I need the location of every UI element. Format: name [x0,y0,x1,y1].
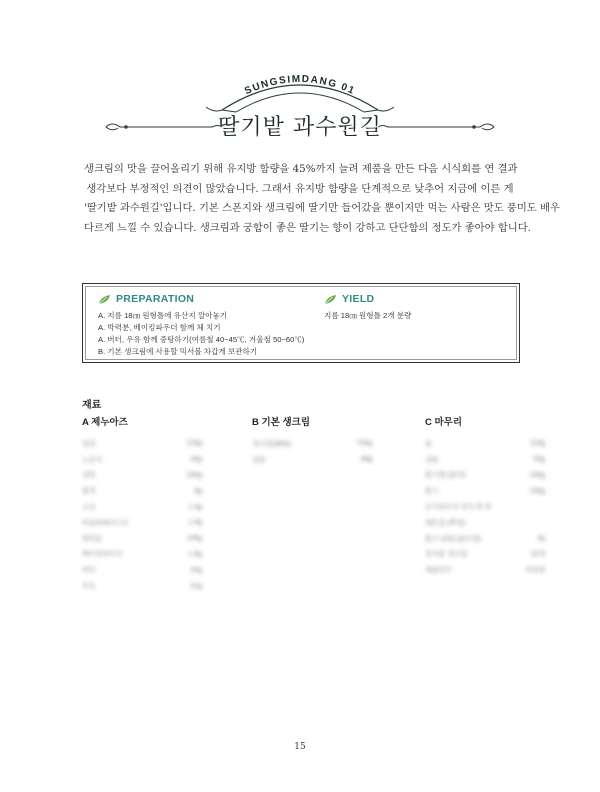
ingredient-row [82,483,202,499]
ingredient-amount: 110g [529,440,545,448]
ingredient-name: 딸기잼 (출처) [425,472,466,480]
ingredient-name: 물엿 [82,488,96,496]
intro-line: 생각보다 부정적인 의견이 많았습니다. 그래서 유지방 함량을 단계적으로 낮추어 지금에 이른 게 [86,182,514,195]
ingredient-name: 노른자 [82,456,103,464]
leaf-icon [324,294,337,305]
ingredient-row [82,436,202,452]
ingredient-name: 바닐라페이스트 [82,519,130,527]
ingredient-column-a [82,414,202,594]
ingredient-name: 설탕 [252,456,266,464]
preparation-heading: PREPARATION [116,293,195,305]
ingredient-row [425,483,545,499]
ingredient-amount: 700g [356,440,372,448]
ingredient-name: 딸기 [425,488,439,496]
ingredient-amount: 44g [190,456,202,464]
preparation-item: B. 기본 생크림에 사용할 믹서볼 차갑게 보관하기 [98,347,258,356]
preparation-item: A. 버터, 우유 함께 중탕하기(여름철 40~45℃, 겨울철 50~60℃) [98,335,305,344]
ingredient-amount: 10개 [530,551,545,559]
ingredient-column-b [252,414,372,468]
ingredient-amount: 43g [190,566,202,574]
ingredient-row [82,499,202,515]
preparation-list [98,310,304,358]
ingredient-amount: 1.4g [188,519,202,527]
ingredient-name: 딸기 퓌레 (꽃모양) [425,535,481,543]
badge-text: SUNGSIMDANG 01 [243,73,357,98]
ingredient-name: 애플민트 [425,567,453,575]
ingredient-row [82,531,202,547]
ingredient-amount: 55g [533,456,545,464]
ingredient-name: 버터 [82,567,96,575]
intro-paragraph [84,160,560,238]
ingredient-row [82,578,202,594]
ingredient-row [425,515,545,531]
intro-line: 생크림의 맛을 끌어올리기 위해 유지방 함량을 45%까지 늘려 제품을 만든 다음 시식회를 연 결과 [84,163,518,175]
ingredient-amount: 160g [186,471,202,479]
ingredient-name: 박력분 [82,535,103,543]
ingredient-amount: 적당량 [524,567,545,575]
ingredient-row [425,531,545,547]
ingredient-name: 달걀 [82,440,96,448]
ingredient-column-heading: C 마무리 [425,417,463,428]
ingredient-name: 베이킹파우더 [82,551,123,559]
ingredient-row [82,547,202,563]
ingredient-row [82,468,202,484]
intro-line: '딸기밭 과수원길'입니다. 기본 스폰지와 생크림에 딸기만 들어갔을 뿐이지만 먹는 사람은 맛도 풍미도 배우 [84,202,560,214]
ingredient-row [252,436,372,452]
ingredient-name: 슈가파우더 장식 한 번 [425,504,492,512]
page-title: 딸기밭 과수원길 [218,115,382,140]
preparation-section [98,293,304,358]
ingredient-amount: 218g [186,440,202,448]
ingredient-row [425,452,545,468]
ingredient-column-c [425,414,545,578]
ingredient-row [252,452,372,468]
ingredient-row [425,562,545,578]
ingredient-amount: 1.4g [188,503,202,511]
preparation-item: A. 박력분, 베이킹파우더 함께 체 치기 [98,323,221,332]
ingredient-amount: 1.8g [188,550,202,558]
ingredient-amount: 49g [360,456,372,464]
yield-heading: YIELD [342,293,375,305]
yield-text: 지름 18㎝ 원형틀 2개 분량 [324,311,412,320]
ingredient-row [425,468,545,484]
ingredient-amount: 145g [186,535,202,543]
yield-section [324,293,411,322]
ingredient-column-heading: B 기본 생크림 [252,417,311,428]
ingredient-row [82,562,202,578]
ingredient-amount: 22g [190,582,202,590]
ingredient-row [82,515,202,531]
ingredient-row [425,499,545,515]
ingredient-name: 물 [425,440,432,448]
preparation-box [82,283,520,363]
ingredient-row [82,452,202,468]
page-number: 15 [294,742,306,752]
ingredient-column-heading: A 제누아즈 [82,417,128,428]
ingredient-name: 장식용 생크림 [425,551,468,559]
ingredient-amount: 100g [529,471,545,479]
leaf-icon [98,294,111,305]
ingredient-amount: 4g [537,535,545,543]
ingredients-title: 재료 [82,400,102,411]
ingredient-name: 우유 [82,583,96,591]
ingredient-row [425,436,545,452]
ingredient-name: 소금 [82,504,96,512]
intro-line: 다르게 느낄 수 있습니다. 생크림과 궁합이 좋은 딸기는 향이 강하고 단단함의 정도가 좋아야 합니다. [84,221,531,234]
ingredient-name: 설탕 [425,456,439,464]
ingredient-name: 생크림(38%) [252,440,291,448]
ingredient-amount: 8g [194,487,202,495]
preparation-item: A. 지름 18㎝ 원형틀에 유산지 깔아놓기 [98,311,228,320]
ingredient-name: 설탕 [82,472,96,480]
ingredient-name: 레몬즙 (뿌림) [425,519,466,527]
ingredient-row [425,547,545,563]
ingredient-amount: 150g [529,487,545,495]
